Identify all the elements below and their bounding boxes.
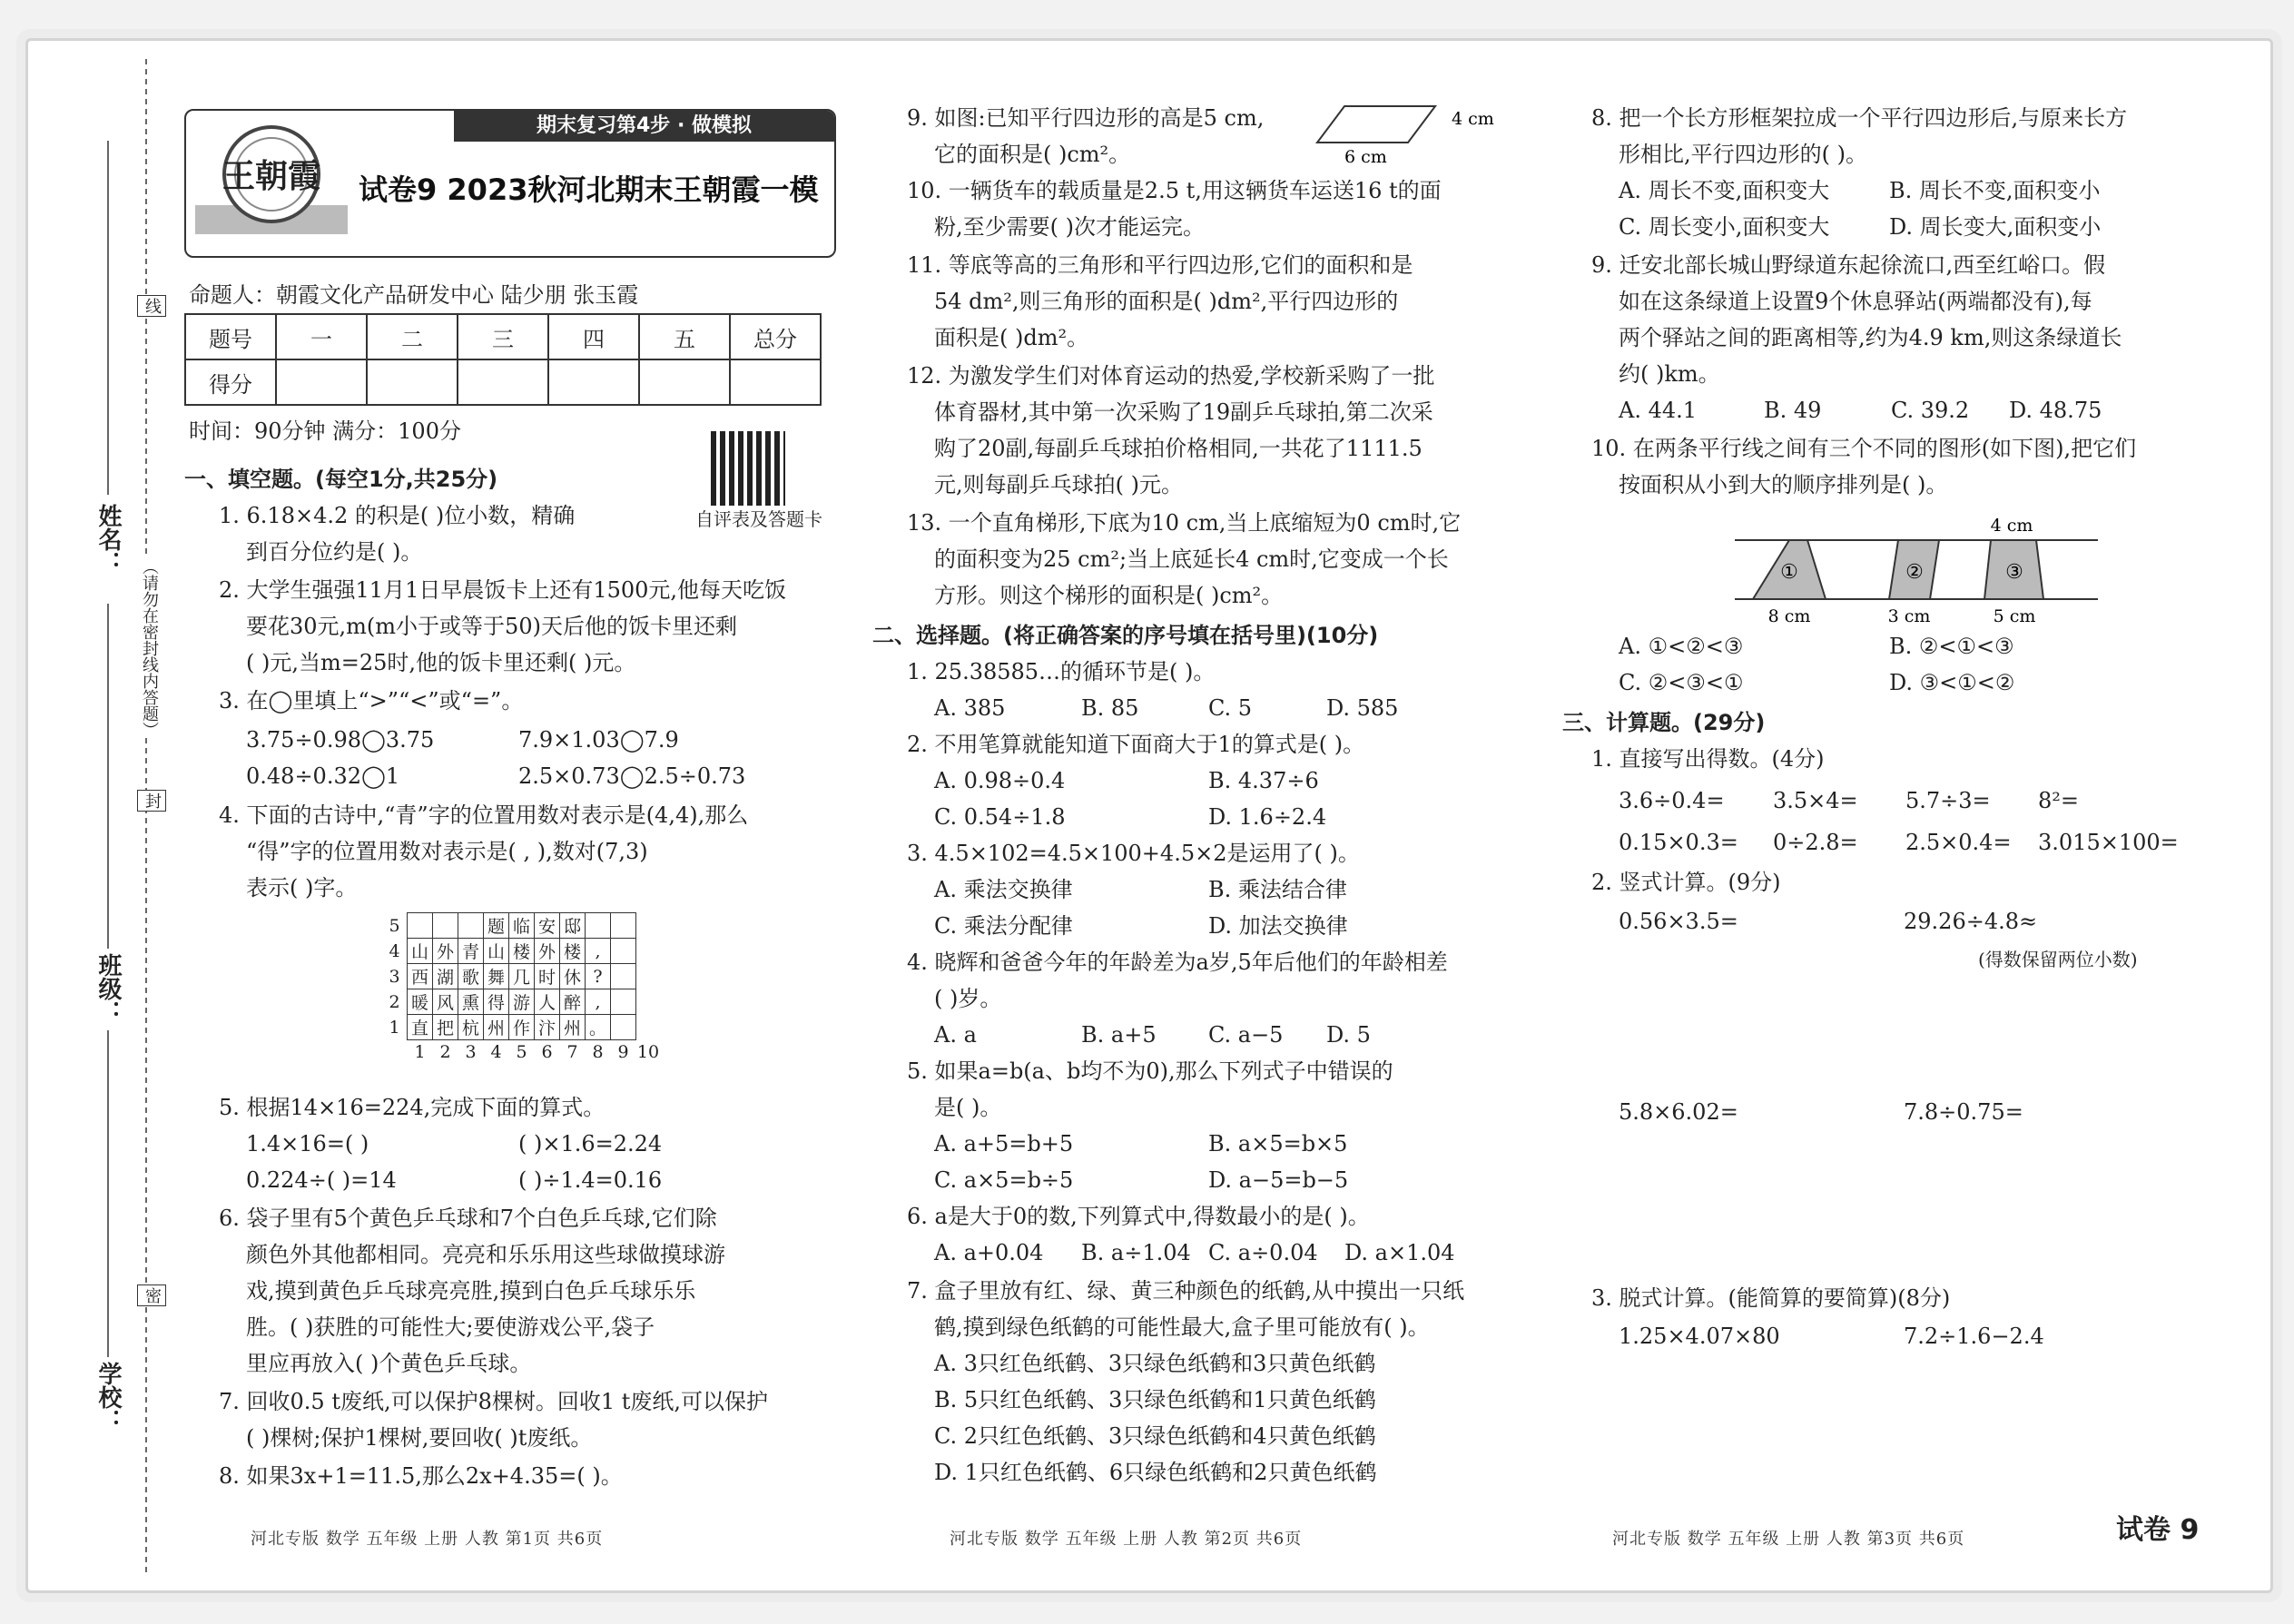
calc-item: 2.5×0.4= — [1905, 830, 2012, 855]
grid-cell: 暖 — [408, 989, 433, 1015]
option: A. 周长不变,面积变大 — [1619, 178, 1830, 203]
calc-item: 1.25×4.07×80 — [1619, 1324, 1780, 1349]
grid-cell — [433, 913, 458, 939]
grid-axis-label: 5 — [516, 1042, 527, 1062]
grid-cell — [458, 913, 484, 939]
q9: 9. 如图:已知平行四边形的高是5 cm, — [907, 105, 1265, 131]
choice-q9: 两个驿站之间的距离相等,约为4.9 km,则这条绿道长 — [1619, 325, 2122, 350]
grid-row — [382, 913, 661, 939]
calc-item: 3.015×100= — [2038, 830, 2179, 855]
grid-cell: 直 — [408, 1015, 433, 1040]
grid-cell: 熏 — [458, 989, 484, 1015]
choice-q10: 10. 在两条平行线之间有三个不同的图形(如下图),把它们 — [1591, 436, 2137, 461]
option: C. 5 — [1208, 695, 1253, 721]
choice-q5: 是( )。 — [934, 1095, 1002, 1120]
choice-q9: 约( )km。 — [1619, 361, 1720, 387]
para-base-label: 6 cm — [1344, 147, 1387, 167]
option: B. 周长不变,面积变小 — [1889, 178, 2101, 203]
q4: 4. 下面的古诗中,“青”字的位置用数对表示是(4,4),那么 — [219, 802, 749, 828]
grid-cell: 题 — [484, 913, 509, 939]
grid-cell: 外 — [535, 939, 560, 964]
q6: 颜色外其他都相同。亮亮和乐乐用这些球做摸球游 — [246, 1242, 725, 1267]
choice-q3: 3. 4.5×102=4.5×100+4.5×2是运用了( )。 — [907, 841, 1360, 866]
option: B. 5只红色纸鹤、3只绿色纸鹤和1只黄色纸鹤 — [934, 1387, 1376, 1412]
mi-mark: 密 — [137, 1284, 166, 1306]
shapes-figure — [1735, 513, 2125, 631]
grid-cell: 作 — [509, 1015, 535, 1040]
q11: 54 dm²,则三角形的面积是( )dm²,平行四边形的 — [934, 289, 1399, 314]
fig-num: ③ — [2005, 561, 2023, 584]
grid-axis-label: 6 — [541, 1042, 553, 1062]
calc-q1: 1. 直接写出得数。(4分) — [1591, 746, 1825, 772]
grid-cell: 青 — [458, 939, 484, 964]
grid-row — [382, 939, 661, 964]
option: D. ③<①<② — [1889, 670, 2015, 695]
section2-title: 二、选择题。(将正确答案的序号填在括号里)(10分) — [872, 623, 1379, 648]
grid-cell: 把 — [433, 1015, 458, 1040]
q4: 表示( )字。 — [246, 875, 358, 901]
q3: 3. 在◯里填上“>”“<”或“=”。 — [219, 688, 524, 714]
option: C. ②<③<① — [1619, 670, 1744, 695]
grid-cell: 楼 — [509, 939, 535, 964]
calc-item: 5.8×6.02= — [1619, 1099, 1738, 1125]
option: B. 4.37÷6 — [1208, 768, 1319, 793]
grid-cell: 州 — [484, 1015, 509, 1040]
feng-mark: 封 — [137, 790, 166, 812]
grid-cell: 。 — [586, 1015, 611, 1040]
grid-cell: 游 — [509, 989, 535, 1015]
q3: 7.9×1.03◯7.9 — [518, 727, 679, 753]
option: C. 0.54÷1.8 — [934, 804, 1066, 830]
option: A. a+0.04 — [934, 1240, 1044, 1265]
exam-header — [184, 109, 836, 258]
grid-row — [382, 989, 661, 1015]
choice-q5: 5. 如果a=b(a、b均不为0),那么下列式子中错误的 — [907, 1058, 1393, 1084]
grid-axis-label: 2 — [439, 1042, 451, 1062]
page-footer: 河北专版 数学 五年级 上册 人教 第2页 共6页 — [950, 1530, 1303, 1549]
option: D. 加法交换律 — [1208, 913, 1348, 939]
option: A. 0.98÷0.4 — [934, 768, 1066, 793]
cell: 四 — [548, 314, 639, 359]
calc-item: 0.15×0.3= — [1619, 830, 1738, 855]
q12: 购了20副,每副乒乓球拍价格相同,一共花了1111.5 — [934, 436, 1423, 461]
grid-cell: 风 — [433, 989, 458, 1015]
q10: 10. 一辆货车的载质量是2.5 t,用这辆货车运送16 t的面 — [907, 178, 1442, 203]
option: C. a×5=b÷5 — [934, 1167, 1074, 1193]
cell[interactable] — [639, 359, 730, 405]
option: B. 49 — [1764, 398, 1822, 423]
score-header-row — [185, 314, 821, 359]
grid-cell — [611, 939, 636, 964]
calc-item: 0.56×3.5= — [1619, 909, 1738, 934]
option: A. 3只红色纸鹤、3只绿色纸鹤和3只黄色纸鹤 — [934, 1351, 1376, 1376]
para-height-label: 4 cm — [1452, 109, 1494, 129]
calc-note: (得数保留两位小数) — [1978, 949, 2138, 970]
cell[interactable] — [276, 359, 367, 405]
option: A. 385 — [934, 695, 1006, 721]
cell: 得分 — [185, 359, 276, 405]
calc-item: 5.7÷3= — [1905, 788, 1991, 813]
option: D. a−5=b−5 — [1208, 1167, 1349, 1193]
section3-title: 三、计算题。(29分) — [1562, 710, 1766, 735]
exam-title: 试卷9 2023秋河北期末王朝霞一模 — [359, 172, 819, 207]
option: B. ②<①<③ — [1889, 634, 2014, 659]
grid-cell: 楼 — [560, 939, 586, 964]
q12: 元,则每副乒乓球拍( )元。 — [934, 472, 1183, 497]
q5: 0.224÷( )=14 — [246, 1167, 397, 1193]
q12: 体育器材,其中第一次采购了19副乒乓球拍,第二次采 — [934, 399, 1433, 425]
fig-num: ② — [1905, 561, 1924, 584]
q13: 的面积变为25 cm²;当上底延长4 cm时,它变成一个长 — [934, 546, 1449, 572]
class-label: 班级： — [94, 953, 122, 1024]
q3: 2.5×0.73◯2.5÷0.73 — [518, 763, 746, 789]
cell[interactable] — [730, 359, 821, 405]
grid-cell: 几 — [509, 964, 535, 989]
q3: 3.75÷0.98◯3.75 — [246, 727, 435, 753]
q5: 1.4×16=( ) — [246, 1131, 369, 1156]
name-label: 姓名： — [94, 504, 122, 575]
calc-item: 29.26÷4.8≈ — [1904, 909, 2038, 934]
choice-q8: 形相比,平行四边形的( )。 — [1619, 142, 1867, 167]
q6: 胜。( )获胜的可能性大;要使游戏公平,袋子 — [246, 1314, 655, 1340]
no-answer-note: （请勿在密封线内答题） — [137, 558, 161, 738]
option: A. 乘法交换律 — [934, 877, 1073, 902]
option: C. 2只红色纸鹤、3只绿色纸鹤和4只黄色纸鹤 — [934, 1423, 1376, 1449]
q7: ( )棵树;保护1棵树,要回收( )t废纸。 — [246, 1425, 593, 1451]
grid-cell — [586, 913, 611, 939]
grid-cell: 临 — [509, 913, 535, 939]
grid-cell: 4 — [382, 939, 408, 964]
option: D. 5 — [1326, 1022, 1371, 1048]
q1: 到百分位约是( )。 — [246, 539, 423, 565]
choice-q7: 鹤,摸到绿色纸鹤的可能性最大,盒子里可能放有( )。 — [934, 1314, 1430, 1340]
choice-q9: 如在这条绿道上设置9个休息驿站(两端都没有),每 — [1619, 289, 2092, 314]
choice-q8: 8. 把一个长方形框架拉成一个平行四边形后,与原来长方 — [1591, 105, 2128, 131]
grid-cell: 3 — [382, 964, 408, 989]
time-info: 时间：90分钟 满分：100分 — [189, 418, 461, 444]
option: D. a×1.04 — [1344, 1240, 1455, 1265]
grid-cell: , — [586, 989, 611, 1015]
grid-axis-row — [382, 1040, 661, 1065]
fig-label: 8 cm — [1767, 606, 1811, 626]
cell: 题号 — [185, 314, 276, 359]
choice-q4: 4. 晓辉和爸爸今年的年龄差为a岁,5年后他们的年龄相差 — [907, 950, 1448, 975]
calc-item: 3.5×4= — [1773, 788, 1858, 813]
fig-label: 5 cm — [1993, 606, 2036, 626]
grid-cell: , — [586, 939, 611, 964]
grid-axis-label: 8 — [592, 1042, 604, 1062]
q4: “得”字的位置用数对表示是( , ),数对(7,3) — [246, 839, 648, 864]
grid-cell: 醉 — [560, 989, 586, 1015]
grid-cell: 2 — [382, 989, 408, 1015]
choice-q6: 6. a是大于0的数,下列算式中,得数最小的是( )。 — [907, 1204, 1370, 1229]
q5: ( )×1.6=2.24 — [518, 1131, 663, 1156]
qr-code — [711, 431, 785, 506]
q13: 13. 一个直角梯形,下底为10 cm,当上底缩短为0 cm时,它 — [907, 510, 1462, 536]
grid-axis-label: 4 — [490, 1042, 502, 1062]
page-footer: 河北专版 数学 五年级 上册 人教 第1页 共6页 — [251, 1530, 604, 1549]
grid-cell: 人 — [535, 989, 560, 1015]
exam-sheet — [25, 38, 2273, 1593]
option: B. 85 — [1081, 695, 1139, 721]
q11: 面积是( )dm²。 — [934, 325, 1089, 350]
grid-cell — [611, 913, 636, 939]
option: C. 乘法分配律 — [934, 913, 1073, 939]
q12: 12. 为激发学生们对体育运动的热爱,学校新采购了一批 — [907, 363, 1435, 389]
binding-margin — [28, 41, 173, 1590]
calc-q2: 2. 竖式计算。(9分) — [1591, 870, 1781, 895]
grid-axis-label: 3 — [465, 1042, 477, 1062]
grid-axis-label: 1 — [414, 1042, 426, 1062]
cell: 五 — [639, 314, 730, 359]
option: D. 1只红色纸鹤、6只绿色纸鹤和2只黄色纸鹤 — [934, 1460, 1377, 1485]
choice-q4: ( )岁。 — [934, 986, 1002, 1011]
option: A. a+5=b+5 — [934, 1131, 1074, 1156]
grid-cell: 杭 — [458, 1015, 484, 1040]
option: D. 1.6÷2.4 — [1208, 804, 1327, 830]
author-line: 命题人：朝霞文化产品研发中心 陆少朋 张玉霞 — [189, 282, 639, 308]
brand-logo — [193, 118, 350, 245]
calc-item: 3.6÷0.4= — [1619, 788, 1725, 813]
option: B. a÷1.04 — [1081, 1240, 1191, 1265]
option: C. a÷0.04 — [1208, 1240, 1318, 1265]
grid-axis-label: 9 — [617, 1042, 629, 1062]
q9: 它的面积是( )cm²。 — [934, 142, 1131, 167]
q3: 0.48÷0.32◯1 — [246, 763, 400, 789]
grid-cell — [408, 913, 433, 939]
grid-cell — [611, 964, 636, 989]
grid-cell: ? — [586, 964, 611, 989]
grid-cell: 汴 — [535, 1015, 560, 1040]
fig-num: ① — [1780, 561, 1798, 584]
step-banner: 期末复习第4步 · 做模拟 — [454, 111, 834, 142]
binding-line — [28, 41, 173, 1590]
q5: 5. 根据14×16=224,完成下面的算式。 — [219, 1095, 605, 1120]
grid-cell — [611, 1015, 636, 1040]
calc-q3: 3. 脱式计算。(能简算的要简算)(8分) — [1591, 1285, 1951, 1311]
choice-q9: 9. 迁安北部长城山野绿道东起徐流口,西至红峪口。假 — [1591, 252, 2106, 278]
page-footer: 河北专版 数学 五年级 上册 人教 第3页 共6页 — [1612, 1530, 1965, 1549]
cell: 三 — [458, 314, 548, 359]
calc-item: 0÷2.8= — [1773, 830, 1858, 855]
q13: 方形。则这个梯形的面积是( )cm²。 — [934, 583, 1284, 608]
q10: 粉,至少需要( )次才能运完。 — [934, 214, 1205, 240]
school-label: 学校： — [94, 1362, 122, 1432]
grid-cell: 邸 — [560, 913, 586, 939]
q5: ( )÷1.4=0.16 — [518, 1167, 663, 1193]
choice-q7: 7. 盒子里放有红、绿、黄三种颜色的纸鹤,从中摸出一只纸 — [907, 1278, 1465, 1304]
grid-cell: 得 — [484, 989, 509, 1015]
q8: 8. 如果3x+1=11.5,那么2x+4.35=( )。 — [219, 1463, 623, 1489]
grid-axis-label: 10 — [636, 1041, 660, 1062]
choice-q1: 1. 25.38585…的循环节是( )。 — [907, 659, 1216, 684]
q2: 要花30元,m(m小于或等于50)天后他的饭卡里还剩 — [246, 614, 737, 639]
grid-cell: 外 — [433, 939, 458, 964]
q7: 7. 回收0.5 t废纸,可以保护8棵树。回收1 t废纸,可以保护 — [219, 1389, 769, 1414]
grid-cell: 安 — [535, 913, 560, 939]
cell[interactable] — [458, 359, 548, 405]
score-value-row — [185, 359, 821, 405]
fig-label: 3 cm — [1887, 606, 1931, 626]
xian-mark: 线 — [137, 295, 166, 317]
grid-cell: 西 — [408, 964, 433, 989]
choice-q10: 按面积从小到大的顺序排列是( )。 — [1619, 472, 1948, 497]
q6: 里应再放入( )个黄色乒乓球。 — [246, 1351, 532, 1376]
grid-cell: 歌 — [458, 964, 484, 989]
fig-top-label: 4 cm — [1990, 516, 2033, 536]
q11: 11. 等底等高的三角形和平行四边形,它们的面积和是 — [907, 252, 1413, 278]
option: C. a−5 — [1208, 1022, 1284, 1048]
grid-cell: 山 — [408, 939, 433, 964]
choice-q2: 2. 不用笔算就能知道下面商大于1的算式是( )。 — [907, 732, 1365, 757]
grid-cell: 舞 — [484, 964, 509, 989]
grid-cell: 山 — [484, 939, 509, 964]
calc-item: 8²= — [2038, 788, 2079, 813]
grid-row — [382, 964, 661, 989]
option: A. ①<②<③ — [1619, 634, 1744, 659]
cell: 二 — [367, 314, 458, 359]
option: B. 乘法结合律 — [1208, 877, 1347, 902]
q6: 戏,摸到黄色乒乓球亮亮胜,摸到白色乒乓球乐乐 — [246, 1278, 696, 1304]
calc-item: 7.8÷0.75= — [1904, 1099, 2023, 1125]
grid-axis-label: 7 — [566, 1042, 578, 1062]
q6: 6. 袋子里有5个黄色乒乓球和7个白色乒乓球,它们除 — [219, 1206, 717, 1231]
grid-cell: 时 — [535, 964, 560, 989]
option: D. 48.75 — [2009, 398, 2102, 423]
calc-item: 7.2÷1.6−2.4 — [1904, 1324, 2044, 1349]
q2: 2. 大学生强强11月1日早晨饭卡上还有1500元,他每天吃饭 — [219, 577, 787, 603]
grid-cell: 5 — [382, 913, 408, 939]
qr-caption: 自评表及答题卡 — [695, 508, 822, 530]
grid-cell — [611, 989, 636, 1015]
option: A. a — [934, 1022, 977, 1048]
q1: 1. 6.18×4.2 的积是( )位小数，精确 — [219, 503, 576, 528]
logo-text: 王朝霞 — [222, 157, 321, 195]
section1-title: 一、填空题。(每空1分,共25分) — [184, 467, 498, 492]
grid-row — [382, 1015, 661, 1040]
cell: 总分 — [730, 314, 821, 359]
q2: ( )元,当m=25时,他的饭卡里还剩( )元。 — [246, 650, 636, 675]
grid-cell: 州 — [560, 1015, 586, 1040]
score-table — [184, 313, 822, 406]
cell[interactable] — [548, 359, 639, 405]
paper-label: 试卷 9 — [2116, 1514, 2200, 1546]
grid-cell: 湖 — [433, 964, 458, 989]
grid-cell: 1 — [382, 1015, 408, 1040]
grid-cell: 休 — [560, 964, 586, 989]
option: B. a+5 — [1081, 1022, 1157, 1048]
option: D. 585 — [1326, 695, 1399, 721]
poem-grid — [382, 912, 661, 1064]
option: A. 44.1 — [1619, 398, 1698, 423]
option: B. a×5=b×5 — [1208, 1131, 1348, 1156]
option: C. 39.2 — [1891, 398, 1970, 423]
cell: 一 — [276, 314, 367, 359]
cell[interactable] — [367, 359, 458, 405]
option: D. 周长变大,面积变小 — [1889, 214, 2102, 240]
parallelogram-figure — [1317, 97, 1494, 170]
option: C. 周长变小,面积变大 — [1619, 214, 1830, 240]
